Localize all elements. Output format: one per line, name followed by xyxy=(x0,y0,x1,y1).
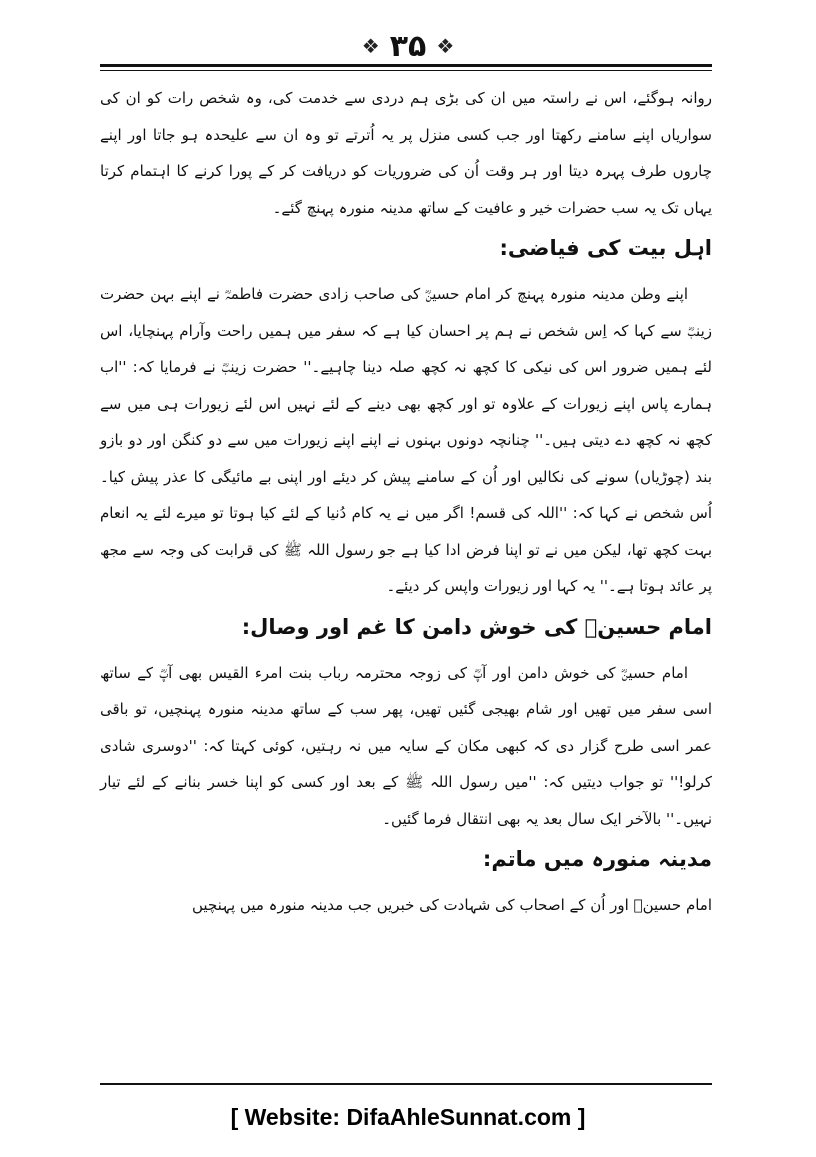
section-heading-generosity: اہل بیت کی فیاضی: xyxy=(499,236,712,260)
ornament-left-icon: ❖ xyxy=(436,34,455,58)
section-heading-mourning: مدینہ منورہ میں ماتم: xyxy=(482,847,712,871)
generosity-paragraph: اپنے وطن مدینہ منورہ پہنچ کر امام حسینؓ کی صاحب زادی حضرت فاطمہؓ نے اپنے بہن حضرت زینبؓ سے کہا کہ اِس شخص نے ہم پر احسان کیا ہے کہ سفر میں ہمیں راحت وآرام پہنچایا، اس لئے ہمیں ضرور اس کی نیکی کا کچھ نہ کچھ صلہ دینا چاہیے۔'' حضرت زینبؓ نے فرمایا کہ: ''اب ہمارے پاس اپنے زیورات کے علاوہ تو اور کچھ بھی دینے کے لئے نہیں اس لئے زیورات ہی میں سے کچھ نہ کچھ دے دیتی ہیں۔'' چنانچہ دونوں بہنوں نے اپنے اپنے زیورات میں سے دو کنگن اور دو بازو بند (چوڑیاں) سونے کی نکالیں اور اُن کے سامنے پیش کر دیئے اور اپنی بے مائیگی کا عذر پیش کیا۔ اُس شخص نے کہا کہ: ''اللہ کی قسم! اگر میں نے یہ کام دُنیا کے لئے کیا ہوتا تو میرے لئے یہ انعام بہت کچھ تھا، لیکن میں نے تو اپنا فرض ادا کیا ہے جو رسول اللہ ﷺ کی قرابت کی وجہ سے مجھ پر عائد ہوتا ہے۔'' یہ کہا اور زیورات واپس کر دیئے۔ xyxy=(100,285,712,595)
footer-rule xyxy=(100,1083,712,1085)
page-number-header xyxy=(0,26,816,66)
mourning-paragraph: امام حسینؓ اور اُن کے اصحاب کی شہادت کی خبریں جب مدینہ منورہ میں پہنچیں xyxy=(192,896,712,914)
mother-in-law-paragraph: امام حسینؓ کی خوش دامن اور آپؓ کی زوجہ محترمہ رباب بنت امرء القیس بھی آپؓ کے ساتھ اسی سفر میں تھیں اور شام بھیجی گئیں تھیں، پھر سب کے ساتھ مدینہ منورہ پہنچیں، تو باقی عمر اسی طرح گزار دی کہ کبھی مکان کے سایہ میں نہ رہتیں، کوئی کہتا کہ: ''دوسری شادی کرلو!'' تو جواب دیتیں کہ: ''میں رسول اللہ ﷺ کے بعد اور کسی کو اپنا خسر بنانے کے لئے تیار نہیں۔'' بالآخر ایک سال بعد یہ بھی انتقال فرما گئیں۔ xyxy=(100,663,712,828)
page-body xyxy=(100,80,712,924)
website-footer: [ Website: DifaAhleSunnat.com ] xyxy=(230,1104,586,1130)
header-rule-thin xyxy=(100,70,712,71)
intro-paragraph: روانہ ہوگئے، اس نے راستہ میں ان کی بڑی ہم دردی سے خدمت کی، وہ شخص رات کو ان کی سواریاں اپنے سامنے رکھتا اور جب کسی منزل پر یہ اُترتے تو وہ ان سے علیحدہ ہو جاتا اور اپنے چاروں طرف پہرہ دیتا اور ہر وقت اُن کی ضروریات کو دریافت کر کے پورا کرنے کا اہتمام کرتا یہاں تک یہ سب حضرات خیر و عافیت کے ساتھ مدینہ منورہ پہنچ گئے۔ xyxy=(100,89,712,217)
header-rule-thick xyxy=(100,64,712,67)
section-heading-mother-in-law: امام حسینؓ کی خوش دامن کا غم اور وصال: xyxy=(241,614,712,639)
ornament-right-icon: ❖ xyxy=(361,34,380,58)
page-number: ۳۵ xyxy=(389,28,427,64)
